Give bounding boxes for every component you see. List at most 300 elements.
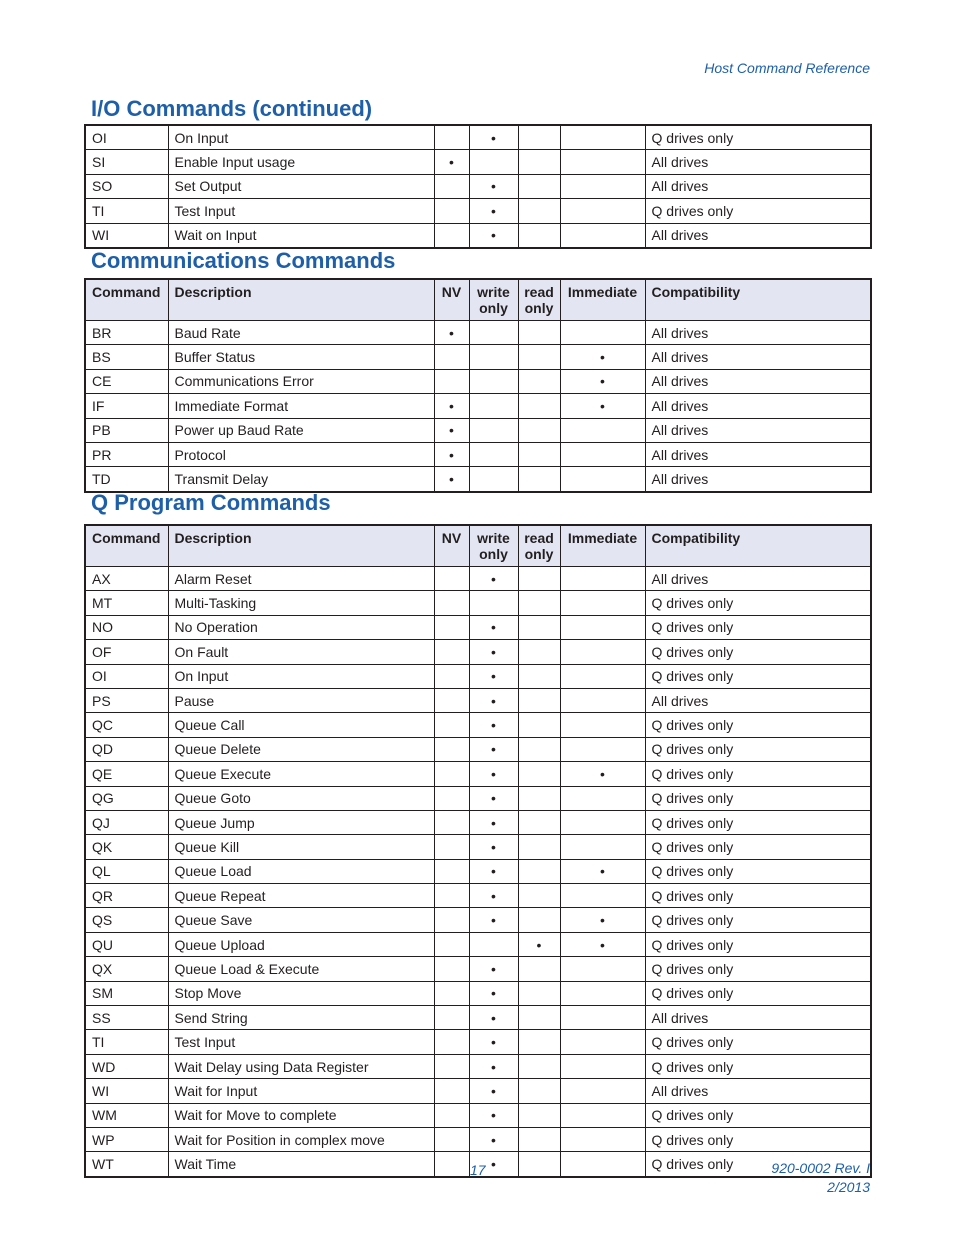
read-only-cell bbox=[518, 810, 560, 834]
write-only-cell: • bbox=[469, 1054, 518, 1078]
command-cell: OF bbox=[85, 640, 168, 664]
description-cell: Wait for Input bbox=[168, 1079, 434, 1103]
command-cell: QK bbox=[85, 835, 168, 859]
immediate-cell bbox=[560, 150, 645, 174]
write-only-cell bbox=[469, 418, 518, 442]
table-row bbox=[85, 369, 871, 393]
compatibility-cell: Q drives only bbox=[645, 762, 871, 786]
immediate-cell: • bbox=[560, 932, 645, 956]
write-only-cell: • bbox=[469, 174, 518, 198]
write-only-cell: • bbox=[469, 199, 518, 223]
read-only-cell bbox=[518, 1103, 560, 1127]
nv-cell: • bbox=[434, 418, 469, 442]
read-only-cell bbox=[518, 199, 560, 223]
command-cell: QD bbox=[85, 737, 168, 761]
description-cell: Queue Jump bbox=[168, 810, 434, 834]
write-only-cell: • bbox=[469, 908, 518, 932]
command-cell: OI bbox=[85, 664, 168, 688]
command-cell: QJ bbox=[85, 810, 168, 834]
immediate-cell bbox=[560, 1030, 645, 1054]
compatibility-cell: Q drives only bbox=[645, 810, 871, 834]
nv-cell bbox=[434, 1030, 469, 1054]
description-cell: On Fault bbox=[168, 640, 434, 664]
read-only-cell bbox=[518, 150, 560, 174]
command-cell: TI bbox=[85, 1030, 168, 1054]
write-only-cell: • bbox=[469, 567, 518, 591]
immediate-cell bbox=[560, 664, 645, 688]
compatibility-cell: All drives bbox=[645, 369, 871, 393]
nv-cell bbox=[434, 859, 469, 883]
compatibility-cell: Q drives only bbox=[645, 737, 871, 761]
table-row bbox=[85, 199, 871, 223]
q-program-commands-table bbox=[84, 524, 872, 1178]
description-cell: Baud Rate bbox=[168, 321, 434, 345]
read-only-cell bbox=[518, 835, 560, 859]
write-only-cell bbox=[469, 369, 518, 393]
command-cell: OI bbox=[85, 125, 168, 150]
immediate-cell bbox=[560, 737, 645, 761]
nv-cell bbox=[434, 223, 469, 248]
command-cell: SI bbox=[85, 150, 168, 174]
write-only-cell bbox=[469, 345, 518, 369]
table-row bbox=[85, 125, 871, 150]
immediate-cell bbox=[560, 1054, 645, 1078]
table-row bbox=[85, 640, 871, 664]
command-cell: QC bbox=[85, 713, 168, 737]
description-cell: Immediate Format bbox=[168, 394, 434, 418]
description-cell: Wait for Position in complex move bbox=[168, 1127, 434, 1151]
immediate-cell: • bbox=[560, 369, 645, 393]
write-only-cell: • bbox=[469, 737, 518, 761]
immediate-cell bbox=[560, 1079, 645, 1103]
read-only-cell bbox=[518, 591, 560, 615]
column-header-nv: NV bbox=[434, 279, 469, 321]
table-row bbox=[85, 957, 871, 981]
immediate-cell bbox=[560, 1127, 645, 1151]
write-only-cell bbox=[469, 591, 518, 615]
immediate-cell bbox=[560, 615, 645, 639]
read-only-cell bbox=[518, 567, 560, 591]
header-reference: Host Command Reference bbox=[704, 60, 870, 76]
write-only-cell bbox=[469, 150, 518, 174]
table-header-row bbox=[85, 279, 871, 321]
column-header-description: Description bbox=[168, 525, 434, 567]
command-cell: NO bbox=[85, 615, 168, 639]
command-cell: TI bbox=[85, 199, 168, 223]
table-row bbox=[85, 1079, 871, 1103]
command-cell: QX bbox=[85, 957, 168, 981]
description-cell: Wait Delay using Data Register bbox=[168, 1054, 434, 1078]
immediate-cell bbox=[560, 786, 645, 810]
immediate-cell: • bbox=[560, 859, 645, 883]
read-only-cell: • bbox=[518, 932, 560, 956]
compatibility-cell: All drives bbox=[645, 1006, 871, 1030]
nv-cell bbox=[434, 174, 469, 198]
nv-cell: • bbox=[434, 394, 469, 418]
description-cell: Wait on Input bbox=[168, 223, 434, 248]
table-row bbox=[85, 932, 871, 956]
table-row bbox=[85, 321, 871, 345]
table-row bbox=[85, 345, 871, 369]
compatibility-cell: All drives bbox=[645, 345, 871, 369]
immediate-cell bbox=[560, 1152, 645, 1177]
description-cell: On Input bbox=[168, 664, 434, 688]
read-only-cell bbox=[518, 442, 560, 466]
write-only-cell: • bbox=[469, 615, 518, 639]
write-only-cell: • bbox=[469, 835, 518, 859]
compatibility-cell: Q drives only bbox=[645, 1152, 871, 1177]
write-only-cell: • bbox=[469, 640, 518, 664]
read-only-cell bbox=[518, 1127, 560, 1151]
command-cell: PS bbox=[85, 688, 168, 712]
compatibility-cell: Q drives only bbox=[645, 835, 871, 859]
immediate-cell bbox=[560, 467, 645, 492]
description-cell: Queue Save bbox=[168, 908, 434, 932]
table-row bbox=[85, 615, 871, 639]
compatibility-cell: All drives bbox=[645, 442, 871, 466]
table-row bbox=[85, 810, 871, 834]
write-only-cell: • bbox=[469, 1079, 518, 1103]
immediate-cell bbox=[560, 199, 645, 223]
immediate-cell bbox=[560, 1006, 645, 1030]
description-cell: Queue Load bbox=[168, 859, 434, 883]
command-cell: MT bbox=[85, 591, 168, 615]
write-only-cell: • bbox=[469, 981, 518, 1005]
command-cell: QG bbox=[85, 786, 168, 810]
column-header-compatibility: Compatibility bbox=[645, 525, 871, 567]
write-only-cell: • bbox=[469, 713, 518, 737]
table-row bbox=[85, 567, 871, 591]
write-only-cell: • bbox=[469, 884, 518, 908]
write-only-cell: • bbox=[469, 810, 518, 834]
nv-cell bbox=[434, 125, 469, 150]
description-cell: Queue Load & Execute bbox=[168, 957, 434, 981]
read-only-cell bbox=[518, 615, 560, 639]
communications-commands-table bbox=[84, 278, 872, 493]
immediate-cell: • bbox=[560, 762, 645, 786]
nv-cell bbox=[434, 615, 469, 639]
nv-cell bbox=[434, 199, 469, 223]
nv-cell bbox=[434, 713, 469, 737]
nv-cell bbox=[434, 591, 469, 615]
table-row bbox=[85, 786, 871, 810]
read-only-cell bbox=[518, 884, 560, 908]
compatibility-cell: All drives bbox=[645, 223, 871, 248]
nv-cell bbox=[434, 932, 469, 956]
description-cell: Queue Execute bbox=[168, 762, 434, 786]
read-only-cell bbox=[518, 957, 560, 981]
read-only-cell bbox=[518, 1006, 560, 1030]
command-cell: WI bbox=[85, 1079, 168, 1103]
command-cell: WM bbox=[85, 1103, 168, 1127]
write-only-cell: • bbox=[469, 1103, 518, 1127]
column-header-description: Description bbox=[168, 279, 434, 321]
document-date: 2/2013 bbox=[827, 1179, 870, 1195]
nv-cell bbox=[434, 345, 469, 369]
description-cell: Enable Input usage bbox=[168, 150, 434, 174]
table-header-row bbox=[85, 525, 871, 567]
nv-cell bbox=[434, 786, 469, 810]
footer-revision-block bbox=[771, 1159, 870, 1197]
compatibility-cell: All drives bbox=[645, 321, 871, 345]
command-cell: SS bbox=[85, 1006, 168, 1030]
compatibility-cell: All drives bbox=[645, 394, 871, 418]
nv-cell bbox=[434, 908, 469, 932]
nv-cell bbox=[434, 664, 469, 688]
column-header-write-only: write only bbox=[469, 525, 518, 567]
command-cell: SM bbox=[85, 981, 168, 1005]
table-row bbox=[85, 859, 871, 883]
nv-cell bbox=[434, 835, 469, 859]
command-cell: CE bbox=[85, 369, 168, 393]
read-only-cell bbox=[518, 688, 560, 712]
write-only-cell: • bbox=[469, 125, 518, 150]
table-row bbox=[85, 442, 871, 466]
immediate-cell bbox=[560, 957, 645, 981]
description-cell: Power up Baud Rate bbox=[168, 418, 434, 442]
table-row bbox=[85, 1127, 871, 1151]
compatibility-cell: Q drives only bbox=[645, 125, 871, 150]
compatibility-cell: Q drives only bbox=[645, 1103, 871, 1127]
immediate-cell bbox=[560, 174, 645, 198]
nv-cell bbox=[434, 1054, 469, 1078]
column-header-write-only: write only bbox=[469, 279, 518, 321]
compatibility-cell: Q drives only bbox=[645, 1127, 871, 1151]
write-only-cell bbox=[469, 321, 518, 345]
command-cell: QE bbox=[85, 762, 168, 786]
read-only-cell bbox=[518, 1030, 560, 1054]
read-only-cell bbox=[518, 369, 560, 393]
immediate-cell bbox=[560, 591, 645, 615]
compatibility-cell: All drives bbox=[645, 567, 871, 591]
compatibility-cell: Q drives only bbox=[645, 640, 871, 664]
nv-cell bbox=[434, 1103, 469, 1127]
io-commands-table bbox=[84, 124, 872, 249]
write-only-cell: • bbox=[469, 223, 518, 248]
immediate-cell bbox=[560, 223, 645, 248]
description-cell: Test Input bbox=[168, 1030, 434, 1054]
compatibility-cell: Q drives only bbox=[645, 884, 871, 908]
description-cell: Queue Call bbox=[168, 713, 434, 737]
compatibility-cell: Q drives only bbox=[645, 1054, 871, 1078]
table-row bbox=[85, 1054, 871, 1078]
description-cell: No Operation bbox=[168, 615, 434, 639]
nv-cell bbox=[434, 369, 469, 393]
document-revision: 920-0002 Rev. I bbox=[771, 1160, 870, 1176]
read-only-cell bbox=[518, 786, 560, 810]
nv-cell bbox=[434, 737, 469, 761]
immediate-cell bbox=[560, 418, 645, 442]
section-title-q-program: Q Program Commands bbox=[91, 490, 331, 515]
section-title-io: I/O Commands (continued) bbox=[91, 96, 373, 121]
command-cell: QU bbox=[85, 932, 168, 956]
nv-cell bbox=[434, 957, 469, 981]
compatibility-cell: Q drives only bbox=[645, 981, 871, 1005]
compatibility-cell: Q drives only bbox=[645, 859, 871, 883]
write-only-cell bbox=[469, 467, 518, 492]
immediate-cell bbox=[560, 884, 645, 908]
read-only-cell bbox=[518, 737, 560, 761]
command-cell: QL bbox=[85, 859, 168, 883]
write-only-cell: • bbox=[469, 1127, 518, 1151]
table-row bbox=[85, 884, 871, 908]
description-cell: Multi-Tasking bbox=[168, 591, 434, 615]
table-row bbox=[85, 150, 871, 174]
immediate-cell bbox=[560, 1103, 645, 1127]
nv-cell bbox=[434, 1006, 469, 1030]
immediate-cell bbox=[560, 442, 645, 466]
description-cell: Queue Delete bbox=[168, 737, 434, 761]
write-only-cell bbox=[469, 394, 518, 418]
compatibility-cell: Q drives only bbox=[645, 713, 871, 737]
read-only-cell bbox=[518, 762, 560, 786]
immediate-cell bbox=[560, 321, 645, 345]
nv-cell bbox=[434, 981, 469, 1005]
table-row bbox=[85, 1006, 871, 1030]
compatibility-cell: Q drives only bbox=[645, 664, 871, 688]
command-cell: WI bbox=[85, 223, 168, 248]
column-header-compatibility: Compatibility bbox=[645, 279, 871, 321]
read-only-cell bbox=[518, 908, 560, 932]
read-only-cell bbox=[518, 1079, 560, 1103]
read-only-cell bbox=[518, 467, 560, 492]
description-cell: Pause bbox=[168, 688, 434, 712]
command-cell: AX bbox=[85, 567, 168, 591]
description-cell: Transmit Delay bbox=[168, 467, 434, 492]
description-cell: Queue Goto bbox=[168, 786, 434, 810]
description-cell: Protocol bbox=[168, 442, 434, 466]
compatibility-cell: All drives bbox=[645, 688, 871, 712]
compatibility-cell: Q drives only bbox=[645, 199, 871, 223]
command-cell: WT bbox=[85, 1152, 168, 1177]
description-cell: Alarm Reset bbox=[168, 567, 434, 591]
description-cell: Buffer Status bbox=[168, 345, 434, 369]
description-cell: Queue Kill bbox=[168, 835, 434, 859]
immediate-cell bbox=[560, 835, 645, 859]
immediate-cell bbox=[560, 125, 645, 150]
immediate-cell: • bbox=[560, 908, 645, 932]
compatibility-cell: Q drives only bbox=[645, 1030, 871, 1054]
write-only-cell: • bbox=[469, 1030, 518, 1054]
command-cell: SO bbox=[85, 174, 168, 198]
read-only-cell bbox=[518, 418, 560, 442]
command-cell: PB bbox=[85, 418, 168, 442]
immediate-cell bbox=[560, 810, 645, 834]
table-row bbox=[85, 591, 871, 615]
immediate-cell bbox=[560, 713, 645, 737]
command-cell: QS bbox=[85, 908, 168, 932]
column-header-immediate: Immediate bbox=[560, 279, 645, 321]
nv-cell: • bbox=[434, 442, 469, 466]
table-row bbox=[85, 223, 871, 248]
immediate-cell bbox=[560, 981, 645, 1005]
nv-cell bbox=[434, 762, 469, 786]
write-only-cell bbox=[469, 442, 518, 466]
table-row bbox=[85, 737, 871, 761]
description-cell: Queue Upload bbox=[168, 932, 434, 956]
read-only-cell bbox=[518, 174, 560, 198]
description-cell: Test Input bbox=[168, 199, 434, 223]
nv-cell bbox=[434, 884, 469, 908]
command-cell: QR bbox=[85, 884, 168, 908]
column-header-command: Command bbox=[85, 279, 168, 321]
description-cell: Stop Move bbox=[168, 981, 434, 1005]
compatibility-cell: All drives bbox=[645, 1079, 871, 1103]
read-only-cell bbox=[518, 1152, 560, 1177]
write-only-cell: • bbox=[469, 762, 518, 786]
table-row bbox=[85, 1103, 871, 1127]
description-cell: Communications Error bbox=[168, 369, 434, 393]
column-header-read-only: read only bbox=[518, 279, 560, 321]
compatibility-cell: All drives bbox=[645, 467, 871, 492]
nv-cell bbox=[434, 1127, 469, 1151]
table-row bbox=[85, 908, 871, 932]
command-cell: IF bbox=[85, 394, 168, 418]
write-only-cell: • bbox=[469, 786, 518, 810]
compatibility-cell: All drives bbox=[645, 174, 871, 198]
write-only-cell bbox=[469, 932, 518, 956]
table-row bbox=[85, 1030, 871, 1054]
nv-cell bbox=[434, 810, 469, 834]
command-cell: WD bbox=[85, 1054, 168, 1078]
compatibility-cell: Q drives only bbox=[645, 786, 871, 810]
compatibility-cell: Q drives only bbox=[645, 932, 871, 956]
page-number: 17 bbox=[470, 1162, 486, 1178]
column-header-nv: NV bbox=[434, 525, 469, 567]
read-only-cell bbox=[518, 394, 560, 418]
compatibility-cell: All drives bbox=[645, 418, 871, 442]
table-row bbox=[85, 664, 871, 688]
read-only-cell bbox=[518, 1054, 560, 1078]
table-row bbox=[85, 174, 871, 198]
read-only-cell bbox=[518, 125, 560, 150]
table-row bbox=[85, 835, 871, 859]
nv-cell bbox=[434, 640, 469, 664]
write-only-cell: • bbox=[469, 688, 518, 712]
compatibility-cell: Q drives only bbox=[645, 957, 871, 981]
table-row bbox=[85, 688, 871, 712]
table-row bbox=[85, 467, 871, 492]
description-cell: Queue Repeat bbox=[168, 884, 434, 908]
description-cell: On Input bbox=[168, 125, 434, 150]
description-cell: Wait Time bbox=[168, 1152, 434, 1177]
command-cell: WP bbox=[85, 1127, 168, 1151]
compatibility-cell: Q drives only bbox=[645, 908, 871, 932]
write-only-cell: • bbox=[469, 957, 518, 981]
write-only-cell: • bbox=[469, 1006, 518, 1030]
read-only-cell bbox=[518, 223, 560, 248]
description-cell: Send String bbox=[168, 1006, 434, 1030]
nv-cell bbox=[434, 1079, 469, 1103]
read-only-cell bbox=[518, 713, 560, 737]
write-only-cell: • bbox=[469, 664, 518, 688]
nv-cell bbox=[434, 567, 469, 591]
immediate-cell bbox=[560, 688, 645, 712]
column-header-read-only: read only bbox=[518, 525, 560, 567]
compatibility-cell: Q drives only bbox=[645, 615, 871, 639]
write-only-cell: • bbox=[469, 859, 518, 883]
nv-cell: • bbox=[434, 321, 469, 345]
immediate-cell bbox=[560, 567, 645, 591]
read-only-cell bbox=[518, 345, 560, 369]
nv-cell bbox=[434, 1152, 469, 1177]
nv-cell: • bbox=[434, 150, 469, 174]
read-only-cell bbox=[518, 321, 560, 345]
command-cell: TD bbox=[85, 467, 168, 492]
compatibility-cell: All drives bbox=[645, 150, 871, 174]
command-cell: PR bbox=[85, 442, 168, 466]
column-header-command: Command bbox=[85, 525, 168, 567]
